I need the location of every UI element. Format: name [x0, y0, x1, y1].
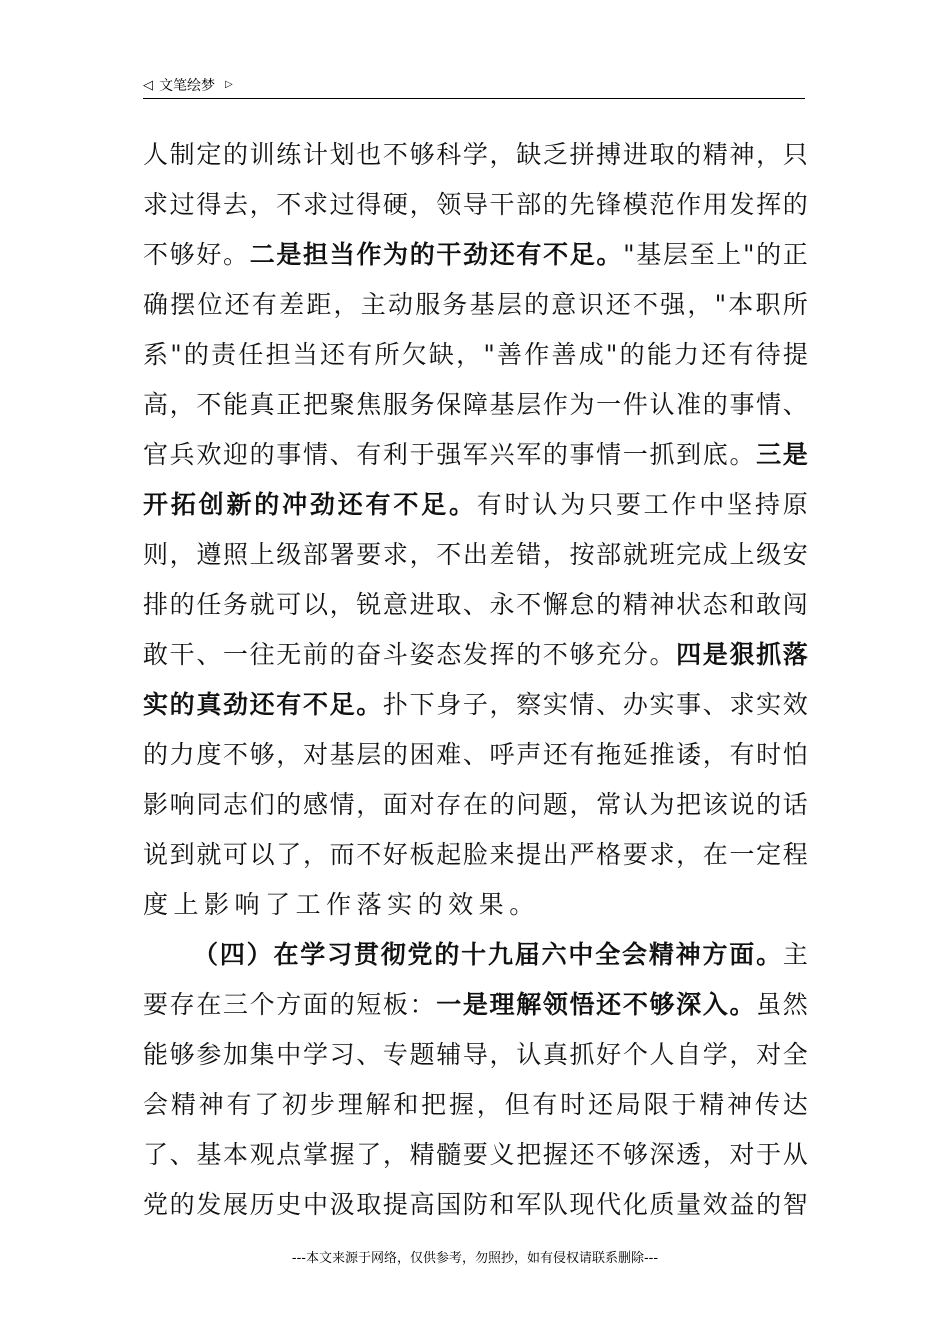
text-line: 度 上 影 响 了 工 作 落 实 的 效 果 。 [143, 890, 540, 919]
text-line: 确 摆 位 还 有 差 距 ， 主 动 服 务 基 层 的 意 识 还 不 强 ， " 本 职 所 [143, 290, 809, 319]
text-line: 敢 干 、 一 往 无 前 的 奋 斗 姿 态 发 挥 的 不 够 充 分 。 四 是 狠 抓 落 [143, 640, 809, 669]
text-line: 官 兵 欢 迎 的 事 情 、 有 利 于 强 军 兴 军 的 事 情 一 抓 到 底 。 三 是 [143, 440, 809, 469]
text-line: （ 四 ） 在 学 习 贯 彻 党 的 十 九 届 六 中 全 会 精 神 方 面 。 主 [193, 940, 809, 969]
right-triangle-icon: ▷ [225, 79, 233, 90]
text-line: 则 ， 遵 照 上 级 部 署 要 求 ， 不 出 差 错 ， 按 部 就 班 完 成 上 级 安 [143, 540, 809, 569]
text-line: 不 够 好 。 二 是 担 当 作 为 的 干 劲 还 有 不 足 。 " 基 层 至 上 " 的 正 [143, 240, 809, 269]
text-line: 系 " 的 责 任 担 当 还 有 所 欠 缺 ， " 善 作 善 成 " 的 能 力 还 有 待 提 [143, 340, 809, 369]
text-line: 人 制 定 的 训 练 计 划 也 不 够 科 学 ， 缺 乏 拼 搏 进 取 的 精 神 ， 只 [143, 140, 809, 169]
document-body [143, 130, 809, 1230]
header-title: 文笔绘梦 [159, 78, 215, 94]
footer-disclaimer: ---本文来源于网络，仅供参考，勿照抄，如有侵权请联系删除--- [291, 1251, 659, 1266]
text-line: 求 过 得 去 ， 不 求 过 得 硬 ， 领 导 干 部 的 先 锋 模 范 作 用 发 挥 的 [143, 190, 809, 219]
text-line: 能 够 参 加 集 中 学 习 、 专 题 辅 导 ， 认 真 抓 好 个 人 自 学 ， 对 全 [143, 1040, 809, 1069]
text-line: 排 的 任 务 就 可 以 ， 锐 意 进 取 、 永 不 懈 怠 的 精 神 状 态 和 敢 闯 [143, 590, 809, 619]
page-header [143, 72, 805, 99]
text-line: 实 的 真 劲 还 有 不 足 。 扑 下 身 子 ， 察 实 情 、 办 实 事 、 求 实 效 [143, 690, 809, 719]
text-line: 说 到 就 可 以 了 ， 而 不 好 板 起 脸 来 提 出 严 格 要 求 ， 在 一 定 程 [143, 840, 809, 869]
text-line: 的 力 度 不 够 ， 对 基 层 的 困 难 、 呼 声 还 有 拖 延 推 诿 ， 有 时 怕 [143, 740, 809, 769]
text-line: 了 、 基 本 观 点 掌 握 了 ， 精 髓 要 义 把 握 还 不 够 深 透 ， 对 于 从 [143, 1140, 809, 1169]
text-line: 高 ， 不 能 真 正 把 聚 焦 服 务 保 障 基 层 作 为 一 件 认 准 的 事 情 、 [143, 390, 809, 419]
text-line: 影 响 同 志 们 的 感 情 ， 面 对 存 在 的 问 题 ， 常 认 为 把 该 说 的 话 [143, 790, 809, 819]
text-line: 要 存 在 三 个 方 面 的 短 板 ： 一 是 理 解 领 悟 还 不 够 深 入 。 虽 然 [143, 990, 809, 1019]
left-triangle-icon: ◁ [143, 77, 153, 93]
text-line: 党 的 发 展 历 史 中 汲 取 提 高 国 防 和 军 队 现 代 化 质 量 效 益 的 智 [143, 1190, 809, 1219]
text-line: 开 拓 创 新 的 冲 劲 还 有 不 足 。 有 时 认 为 只 要 工 作 中 坚 持 原 [143, 490, 809, 519]
text-line: 会 精 神 有 了 初 步 理 解 和 把 握 ， 但 有 时 还 局 限 于 精 神 传 达 [143, 1090, 809, 1119]
